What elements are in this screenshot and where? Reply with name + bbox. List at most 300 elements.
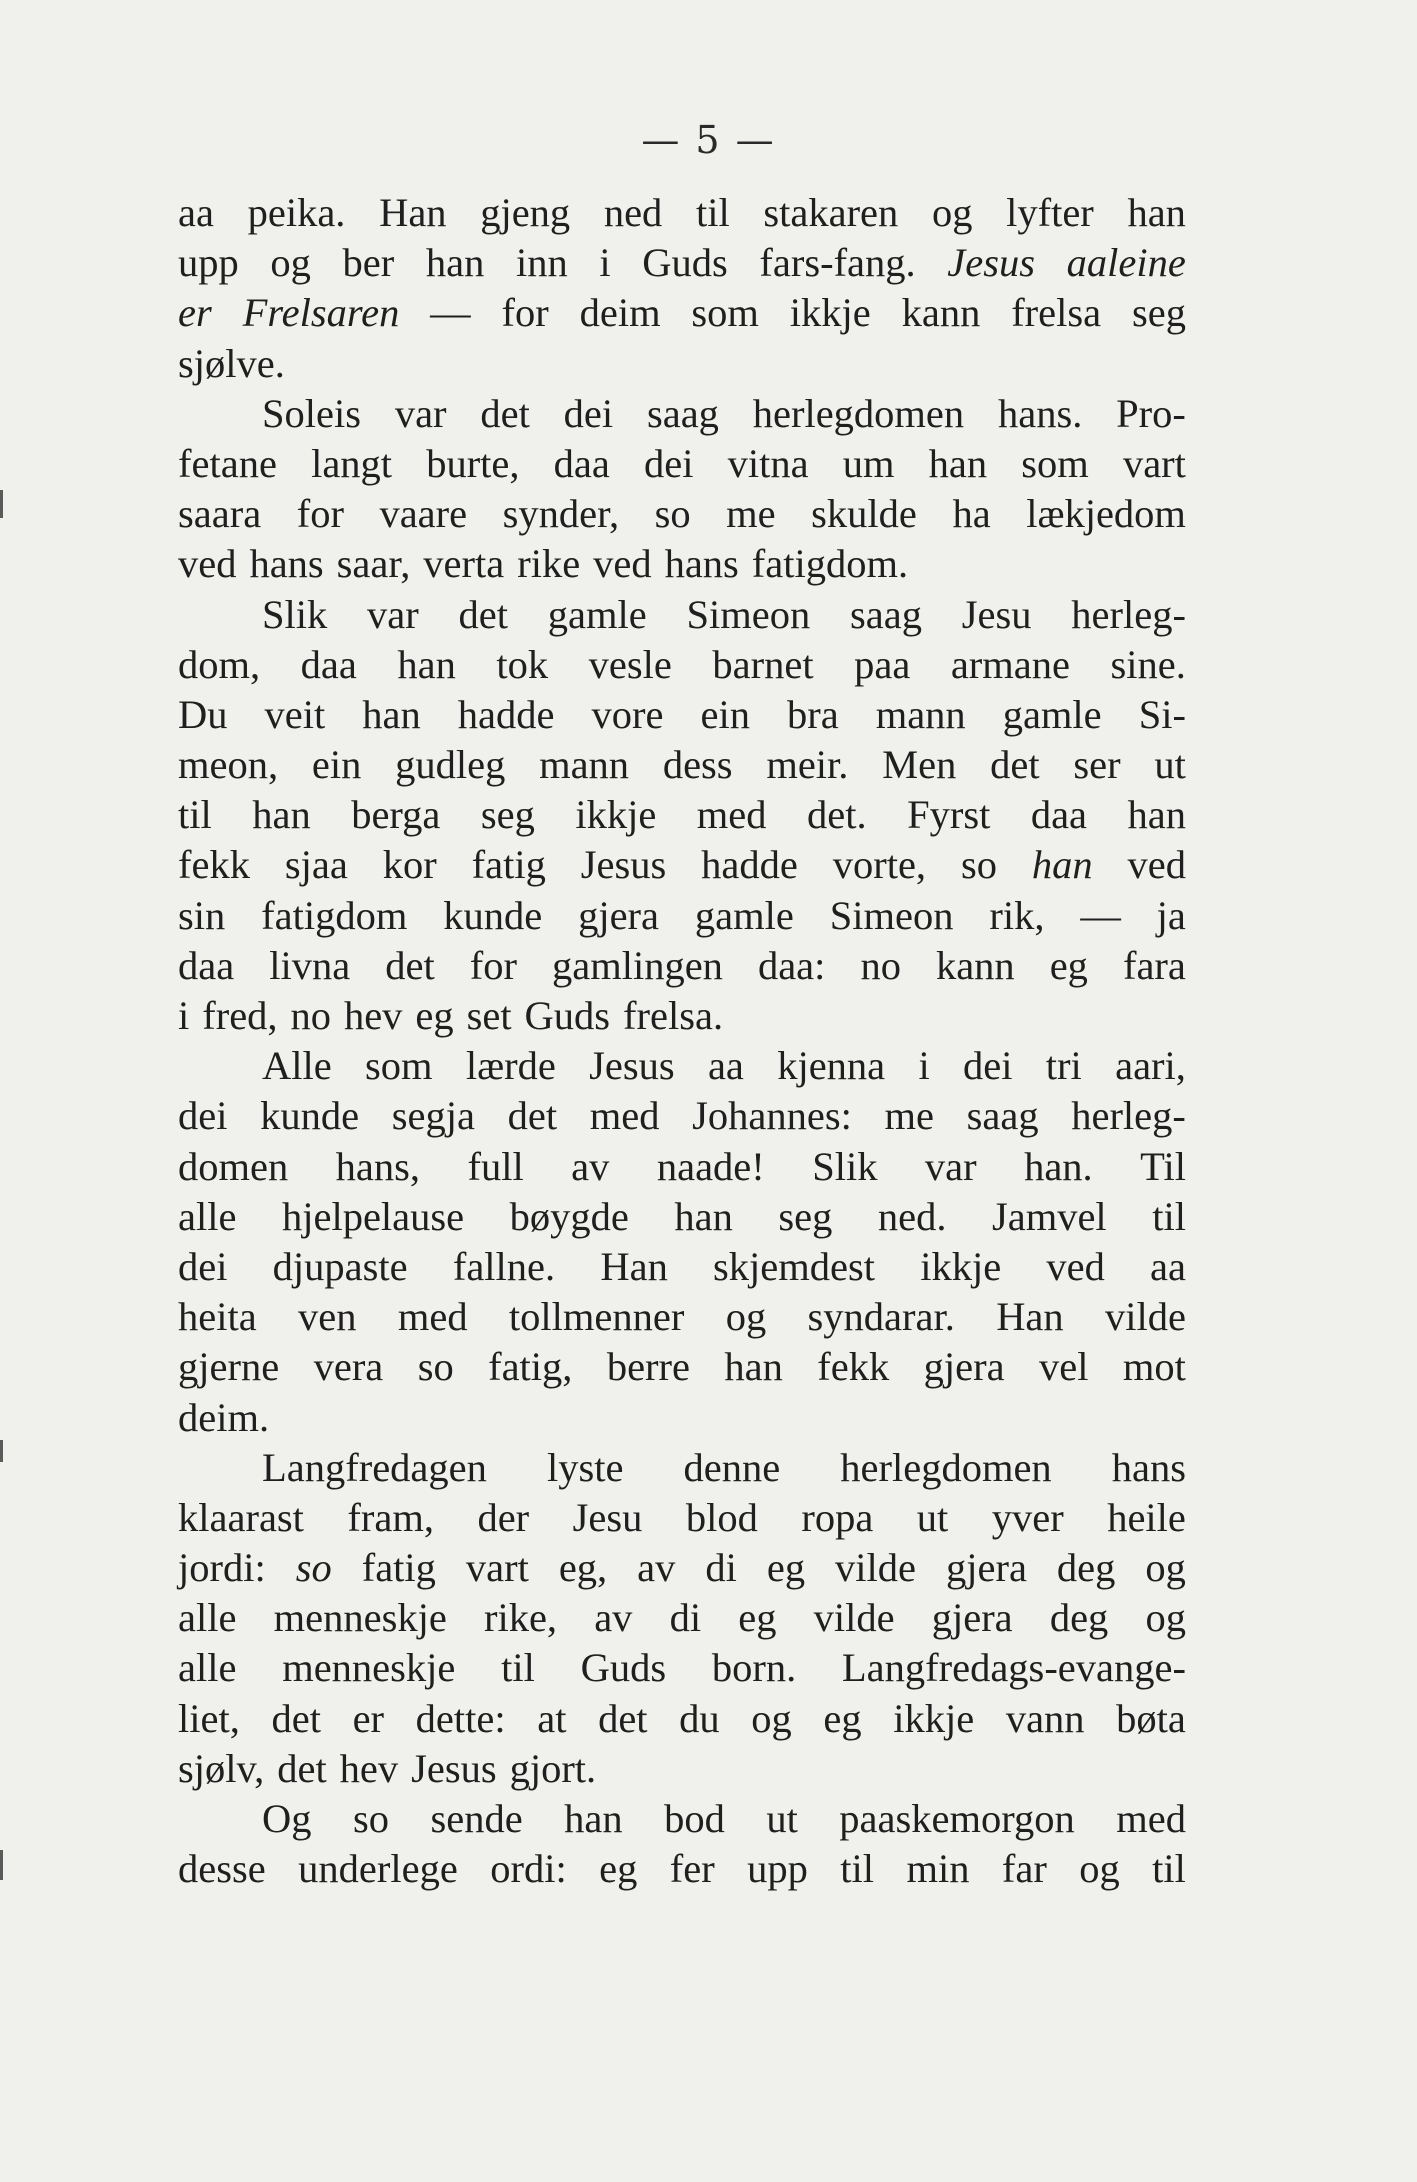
word: Jesu — [572, 1494, 643, 1540]
word: deim. — [178, 1394, 270, 1440]
word: sjølve. — [178, 340, 285, 386]
word: Simeon — [829, 892, 954, 938]
word: bra — [786, 691, 839, 737]
word: skulde — [811, 491, 917, 537]
text-line — [178, 590, 1186, 640]
word: seg — [778, 1193, 833, 1239]
word: langt — [311, 440, 393, 486]
text-line — [178, 891, 1186, 941]
word: Slik — [262, 591, 328, 637]
word: han — [1127, 190, 1186, 235]
word: alle — [178, 1193, 237, 1239]
word: hadde — [457, 691, 555, 737]
word: so — [417, 1344, 454, 1390]
word: dom, — [178, 641, 261, 687]
word: ved — [1127, 842, 1186, 888]
word: fara — [1122, 942, 1186, 988]
word: ja — [1156, 892, 1186, 938]
word: aa — [1150, 1243, 1186, 1289]
word: med — [696, 792, 767, 838]
word: han. — [1024, 1143, 1093, 1189]
word: deg — [1056, 1545, 1116, 1591]
word: han — [252, 792, 311, 838]
word: lærde — [465, 1043, 556, 1089]
word: denne — [683, 1444, 781, 1490]
word: som — [691, 290, 759, 336]
word: far — [1001, 1846, 1047, 1892]
word: deim — [579, 290, 661, 336]
word: ordi: — [490, 1846, 567, 1892]
word: vann — [1005, 1695, 1085, 1741]
word: du — [679, 1695, 720, 1741]
word: Jesus — [947, 240, 1036, 286]
word: ein — [700, 691, 750, 737]
word: dei — [963, 1043, 1013, 1089]
word: di — [705, 1545, 737, 1591]
word: lækjedom — [1026, 491, 1186, 537]
word: eg, — [558, 1545, 608, 1591]
word: eg — [738, 1595, 777, 1641]
word: Jesus — [580, 842, 667, 888]
word: med — [589, 1093, 660, 1139]
text-line — [178, 1041, 1186, 1091]
word: bøta — [1116, 1695, 1186, 1741]
text-line — [178, 1443, 1186, 1493]
word: daa: — [757, 942, 826, 988]
word: aa — [178, 190, 214, 235]
text-line — [178, 1192, 1186, 1242]
word: klaarast — [178, 1494, 304, 1540]
word: underlege — [298, 1846, 458, 1892]
word: ha — [952, 491, 991, 537]
word: barnet — [712, 641, 814, 687]
word: han — [674, 1193, 733, 1239]
text-line — [178, 1242, 1186, 1292]
word: fatig, — [488, 1344, 573, 1390]
word: frelsa. — [623, 993, 724, 1038]
word: sende — [430, 1796, 523, 1841]
text-line — [178, 188, 1186, 238]
word: Guds — [642, 240, 728, 286]
word: dei — [644, 440, 694, 486]
word: gjeng — [480, 190, 571, 235]
word: hadde — [701, 842, 798, 888]
word: med — [397, 1294, 468, 1340]
word: domen — [178, 1143, 289, 1189]
word: me — [884, 1093, 934, 1139]
word: Jesu — [961, 591, 1032, 637]
text-line — [178, 740, 1186, 790]
word: hans — [249, 541, 324, 587]
word: hjelpelause — [281, 1193, 465, 1239]
word: det — [277, 1745, 327, 1791]
word: fram, — [347, 1494, 434, 1540]
word: so — [295, 1545, 332, 1591]
word: ikkje — [893, 1695, 975, 1741]
word: hev — [339, 1745, 399, 1791]
word: han — [564, 1796, 623, 1841]
word: Jamvel — [991, 1193, 1107, 1239]
word: mot — [1122, 1344, 1186, 1390]
word: herleg- — [1071, 1093, 1186, 1139]
word: gjera — [578, 892, 660, 938]
word: veit — [264, 691, 326, 737]
word: — — [430, 290, 471, 336]
word: Frelsaren — [242, 290, 400, 336]
word: djupaste — [272, 1243, 408, 1289]
word: mann — [539, 742, 630, 788]
word: meir. — [766, 742, 849, 788]
text-line — [178, 238, 1186, 288]
word: kunde — [443, 892, 543, 938]
text-line — [178, 489, 1186, 539]
word: menneskje — [282, 1645, 456, 1691]
word: til — [1152, 1193, 1186, 1239]
word: han — [928, 440, 988, 486]
word: ved — [178, 541, 237, 587]
word: til — [1152, 1846, 1186, 1892]
word: armane — [950, 641, 1070, 687]
word: di — [669, 1595, 702, 1641]
word: og — [1145, 1545, 1186, 1591]
word: ropa — [801, 1494, 874, 1540]
word: Guds — [580, 1645, 667, 1691]
word: hans. — [997, 390, 1083, 436]
text-line — [178, 790, 1186, 840]
word: herlegdomen — [752, 390, 965, 436]
word: herleg- — [1071, 591, 1186, 637]
text-line — [178, 439, 1186, 489]
scan-edge-mark — [0, 1850, 3, 1880]
word: ven — [298, 1294, 357, 1340]
word: ut — [916, 1494, 949, 1540]
word: frelsa — [1011, 290, 1102, 336]
word: saag — [646, 390, 719, 436]
word: vitna — [727, 440, 809, 486]
word: set — [466, 993, 512, 1038]
word: han — [362, 691, 421, 737]
word: Han — [600, 1243, 668, 1289]
word: upp — [747, 1846, 808, 1892]
word: Han — [379, 190, 447, 235]
word: er — [178, 290, 212, 336]
word: synder, — [502, 491, 620, 537]
word: at — [537, 1695, 567, 1741]
word: saar, — [336, 541, 411, 587]
word: hans — [664, 541, 739, 587]
word: med — [1116, 1796, 1186, 1841]
text-line — [178, 1493, 1186, 1543]
text-line — [178, 1543, 1186, 1593]
word: daa — [178, 942, 235, 988]
word: det — [458, 591, 509, 637]
word: seg — [1131, 290, 1186, 336]
word: det — [271, 1695, 321, 1741]
word: heita — [178, 1294, 257, 1340]
word: rike — [517, 541, 581, 587]
word: gjera — [931, 1595, 1013, 1641]
text-line — [178, 288, 1186, 338]
word: han — [425, 240, 485, 286]
word: gamle — [547, 591, 647, 637]
word: burte, — [426, 440, 520, 486]
word: fars-fang. — [759, 240, 916, 286]
word: daa — [553, 440, 610, 486]
word: gamle — [1002, 691, 1102, 737]
word: blod — [685, 1494, 758, 1540]
word: ikkje — [920, 1243, 1002, 1289]
word: tollmenner — [508, 1294, 685, 1340]
word: stakaren — [763, 190, 899, 235]
word: vore — [591, 691, 664, 737]
word: no — [290, 993, 331, 1038]
word: eg — [1049, 942, 1088, 988]
word: fallne. — [452, 1243, 556, 1289]
word: det — [598, 1695, 648, 1741]
word: livna — [269, 942, 351, 988]
word: gjerne — [178, 1344, 280, 1390]
word: sin — [178, 892, 226, 938]
word: no — [860, 942, 901, 988]
text-line — [178, 1844, 1186, 1894]
word: rik, — [989, 892, 1045, 938]
word: lyfter — [1006, 190, 1094, 235]
word: Jesus — [589, 1043, 675, 1089]
word: berre — [606, 1344, 691, 1390]
word: i — [918, 1043, 930, 1089]
text-line — [178, 1794, 1186, 1844]
word: gudleg — [395, 742, 506, 788]
word: fer — [669, 1846, 715, 1892]
word: kjenna — [777, 1043, 886, 1089]
word: paa — [854, 641, 911, 687]
word: kunde — [260, 1093, 360, 1139]
word: var — [367, 591, 419, 637]
word: liet, — [178, 1695, 240, 1741]
word: fekk — [817, 1344, 890, 1390]
word: me — [726, 491, 776, 537]
word: aa — [707, 1043, 744, 1089]
word: deg — [1049, 1595, 1109, 1641]
word: Johannes: — [692, 1093, 852, 1139]
word: og — [270, 240, 311, 286]
word: til — [501, 1645, 535, 1691]
word: hans — [1111, 1444, 1186, 1490]
word: aaleine — [1066, 240, 1186, 286]
word: og — [1079, 1846, 1120, 1892]
word: saag — [966, 1093, 1039, 1139]
word: upp — [178, 240, 239, 286]
word: han — [1127, 792, 1186, 838]
text-line — [178, 1593, 1186, 1643]
word: full — [467, 1143, 524, 1189]
word: eg — [766, 1545, 806, 1591]
word: dei — [563, 390, 614, 436]
word: Slik — [812, 1143, 878, 1189]
word: hev — [343, 993, 403, 1038]
word: ut — [766, 1796, 798, 1841]
word: ved — [593, 541, 652, 587]
word: Han — [996, 1294, 1064, 1340]
word: sjaa — [284, 842, 348, 888]
word: heile — [1107, 1494, 1186, 1540]
word: i — [599, 240, 611, 286]
text-line — [178, 339, 1186, 389]
text-line — [178, 1091, 1186, 1141]
word: er — [352, 1695, 385, 1741]
text-line — [178, 991, 1186, 1041]
word: verta — [423, 541, 505, 587]
word: naade! — [656, 1143, 765, 1189]
page-number: — 5 — — [641, 118, 776, 162]
word: Langfredagen — [262, 1444, 487, 1490]
word: Soleis — [262, 390, 362, 436]
text-line — [178, 941, 1186, 991]
word: — — [1080, 892, 1121, 938]
word: saag — [850, 591, 923, 637]
word: og — [1145, 1595, 1186, 1641]
word: dette: — [415, 1695, 506, 1741]
word: tri — [1045, 1043, 1082, 1089]
text-line — [178, 1142, 1186, 1192]
word: vaare — [379, 491, 468, 537]
word: fatig — [361, 1545, 436, 1591]
text-line — [178, 1393, 1186, 1443]
word: Til — [1140, 1143, 1186, 1189]
word: dei — [178, 1243, 228, 1289]
word: sjølv, — [178, 1745, 265, 1791]
word: alle — [178, 1645, 237, 1691]
text-line — [178, 640, 1186, 690]
text-line — [178, 690, 1186, 740]
word: ikkje — [789, 290, 871, 336]
word: Fyrst — [907, 792, 991, 838]
word: paaskemorgon — [839, 1796, 1075, 1841]
word: var — [924, 1143, 977, 1189]
word: meon, — [178, 742, 279, 788]
word: vesle — [588, 641, 672, 687]
word: av — [637, 1545, 676, 1591]
word: eg — [823, 1695, 862, 1741]
word: ser — [1073, 742, 1121, 788]
scan-edge-mark — [0, 490, 3, 518]
word: for — [469, 942, 517, 988]
word: som — [365, 1043, 433, 1089]
word: vera — [313, 1344, 384, 1390]
word: inn — [515, 240, 568, 286]
word: syndarar. — [807, 1294, 955, 1340]
word: av — [594, 1595, 633, 1641]
text-line — [178, 840, 1186, 890]
word: fetane — [178, 440, 277, 486]
word: fatigdom. — [751, 541, 909, 587]
word: der — [477, 1494, 530, 1540]
word: gjort. — [509, 1745, 597, 1791]
word: born. — [711, 1645, 797, 1691]
word: ein — [311, 742, 362, 788]
word: gjera — [946, 1545, 1027, 1591]
word: det — [507, 1093, 558, 1139]
word: ikkje — [575, 792, 657, 838]
word: det — [990, 742, 1040, 788]
word: vilde — [813, 1595, 895, 1641]
word: rike, — [483, 1595, 558, 1641]
word: gamlingen — [551, 942, 723, 988]
word: var — [394, 390, 447, 436]
word: so — [654, 491, 691, 537]
word: kann — [935, 942, 1015, 988]
word: til — [178, 792, 212, 838]
word: han — [1031, 842, 1093, 888]
word: bod — [664, 1796, 725, 1841]
body-text — [178, 188, 1186, 1894]
word: ved — [1046, 1243, 1105, 1289]
word: fatigdom — [261, 892, 408, 938]
word: alle — [178, 1595, 237, 1641]
word: vart — [1122, 440, 1186, 486]
word: fekk — [178, 842, 250, 888]
text-line — [178, 1643, 1186, 1693]
word: ned. — [877, 1193, 947, 1239]
word: for — [296, 491, 344, 537]
text-line — [178, 389, 1186, 439]
word: daa — [1030, 792, 1088, 838]
word: lyste — [546, 1444, 624, 1490]
word: Guds — [524, 993, 611, 1038]
word: so — [352, 1796, 389, 1841]
word: Du — [178, 691, 228, 737]
word: fatig — [471, 842, 546, 888]
text-line — [178, 1342, 1186, 1392]
word: Og — [262, 1796, 312, 1841]
word: peika. — [247, 190, 346, 235]
word: tok — [496, 641, 549, 687]
word: det. — [807, 792, 867, 838]
word: det — [480, 390, 530, 436]
word: gamle — [694, 892, 794, 938]
word: og — [931, 190, 973, 235]
word: gjera — [923, 1344, 1005, 1390]
word: Jesus — [411, 1745, 497, 1791]
word: aari, — [1115, 1043, 1186, 1089]
word: som — [1021, 440, 1089, 486]
word: til — [695, 190, 730, 235]
word: ned — [603, 190, 663, 235]
word: saara — [178, 491, 262, 537]
word: so — [960, 842, 997, 888]
word: vorte, — [832, 842, 927, 888]
word: min — [906, 1846, 970, 1892]
word: dei — [178, 1093, 228, 1139]
word: av — [571, 1143, 610, 1189]
word: Si- — [1138, 691, 1186, 737]
word: yver — [991, 1494, 1064, 1540]
word: um — [842, 440, 895, 486]
word: desse — [178, 1846, 266, 1892]
word: vel — [1038, 1344, 1089, 1390]
word: ber — [342, 240, 395, 286]
text-line — [178, 539, 1186, 589]
word: seg — [480, 792, 535, 838]
text-line — [178, 1292, 1186, 1342]
word: kann — [901, 290, 981, 336]
word: jordi: — [178, 1545, 266, 1591]
word: berga — [351, 792, 441, 838]
word: ut — [1154, 742, 1186, 788]
word: daa — [300, 641, 357, 687]
word: segja — [391, 1093, 475, 1139]
scan-edge-mark — [0, 1440, 3, 1462]
